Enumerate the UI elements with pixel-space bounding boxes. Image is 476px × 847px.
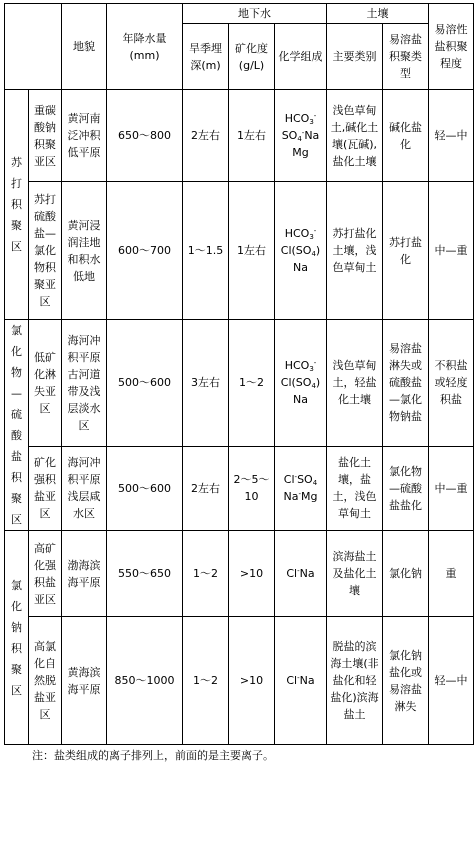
mineral-cell: >10 bbox=[229, 617, 275, 745]
chem-line-1: $HCO_3^-$ bbox=[284, 112, 317, 126]
chem-line-2: $Cl(SO_4)$ bbox=[280, 244, 321, 258]
header-depth: 旱季埋深(m) bbox=[183, 24, 229, 90]
zone-cell-1 bbox=[5, 90, 29, 320]
soil-salinization-table bbox=[4, 3, 474, 745]
soil-type-cell: 浅色草甸土,碱化土壤(瓦碱),盐化土壤 bbox=[327, 90, 383, 182]
subzone-cell: 重碳酸钠积聚亚区 bbox=[29, 90, 62, 182]
degree-cell: 中—重 bbox=[429, 446, 474, 530]
precip-cell: 500～600 bbox=[107, 320, 183, 447]
header-soil: 土壤 bbox=[327, 4, 429, 24]
table-row bbox=[5, 182, 474, 320]
header-precip-line2: (mm) bbox=[129, 48, 160, 62]
zone-label-1: 苏打积聚区 bbox=[11, 156, 22, 253]
precip-cell: 500～600 bbox=[107, 446, 183, 530]
precip-cell: 650～800 bbox=[107, 90, 183, 182]
depth-cell: 2左右 bbox=[183, 446, 229, 530]
soil-type-cell: 盐化土壤，盐土，浅色草甸土 bbox=[327, 446, 383, 530]
chem-line-1: $HCO_3^-$ bbox=[284, 227, 317, 241]
landform-cell: 黄河南泛冲积低平原 bbox=[62, 90, 107, 182]
table-row bbox=[5, 531, 474, 617]
table-footnote: 注：盐类组成的离子排列上，前面的是主要离子。 bbox=[32, 749, 274, 762]
chem-cell: Cl-Na bbox=[275, 617, 327, 745]
header-row-1 bbox=[5, 4, 474, 24]
header-landform: 地貌 bbox=[62, 4, 107, 90]
soluble-cell: 氯化钠盐化或易溶盐淋失 bbox=[383, 617, 429, 745]
table-row bbox=[5, 617, 474, 745]
chem-cell bbox=[275, 446, 327, 530]
landform-cell: 海河冲积平原浅层咸水区 bbox=[62, 446, 107, 530]
header-soil-type: 主要类别 bbox=[327, 24, 383, 90]
soluble-cell: 氯化物—硫酸盐盐化 bbox=[383, 446, 429, 530]
chem-line-3: Mg bbox=[292, 146, 309, 159]
landform-cell: 黄河浸润洼地和积水低地 bbox=[62, 182, 107, 320]
header-precip-line1: 年降水量 bbox=[122, 31, 167, 45]
soluble-cell: 氯化钠 bbox=[383, 531, 429, 617]
subzone-cell: 苏打硫酸盐—氯化物积聚亚区 bbox=[29, 182, 62, 320]
header-groundwater: 地下水 bbox=[183, 4, 327, 24]
table-row bbox=[5, 320, 474, 447]
subzone-cell: 高氯化自然脱盐亚区 bbox=[29, 617, 62, 745]
soil-type-cell: 滨海盐土及盐化土壤 bbox=[327, 531, 383, 617]
depth-cell: 1～2 bbox=[183, 617, 229, 745]
chem-line-1: $HCO_3^-$ bbox=[284, 359, 317, 374]
chem-line-2: $SO_4^-Na$ bbox=[281, 129, 320, 143]
soluble-cell: 苏打盐化 bbox=[383, 182, 429, 320]
chem-cell: Cl-Na bbox=[275, 531, 327, 617]
soil-type-cell: 苏打盐化土壤，浅色草甸土 bbox=[327, 182, 383, 320]
landform-cell: 渤海滨海平原 bbox=[62, 531, 107, 617]
depth-cell: 2左右 bbox=[183, 90, 229, 182]
depth-cell: 3左右 bbox=[183, 320, 229, 447]
landform-cell: 黄海滨海平原 bbox=[62, 617, 107, 745]
precip-cell: 600～700 bbox=[107, 182, 183, 320]
header-degree: 易溶性盐积聚程度 bbox=[429, 4, 474, 90]
chem-line-2: Na-Mg bbox=[283, 490, 318, 504]
header-chem: 化学组成 bbox=[275, 24, 327, 90]
degree-cell: 重 bbox=[429, 531, 474, 617]
degree-cell: 轻—中 bbox=[429, 617, 474, 745]
zone-label-2: 氯化物—硫酸盐积聚区 bbox=[11, 324, 22, 526]
chem-cell bbox=[275, 182, 327, 320]
chem-cell bbox=[275, 90, 327, 182]
mineral-cell: 1左右 bbox=[229, 90, 275, 182]
soluble-cell: 碱化盐化 bbox=[383, 90, 429, 182]
depth-cell: 1～2 bbox=[183, 531, 229, 617]
mineral-cell: >10 bbox=[229, 531, 275, 617]
degree-cell: 轻—中 bbox=[429, 90, 474, 182]
header-corner bbox=[5, 4, 62, 90]
degree-cell: 中—重 bbox=[429, 182, 474, 320]
landform-cell: 海河冲积平原古河道带及浅层淡水区 bbox=[62, 320, 107, 447]
degree-cell: 不积盐或轻度积盐 bbox=[429, 320, 474, 447]
subzone-cell: 低矿化淋失亚区 bbox=[29, 320, 62, 447]
soil-type-cell: 脱盐的滨海土壤(非盐化和轻盐化)滨海盐土 bbox=[327, 617, 383, 745]
chem-line-1: $Cl^-SO_4$ bbox=[283, 473, 318, 488]
mineral-cell: 1～2 bbox=[229, 320, 275, 447]
precip-cell: 550～650 bbox=[107, 531, 183, 617]
zone-cell-2 bbox=[5, 320, 29, 531]
table-row bbox=[5, 446, 474, 530]
header-precip bbox=[107, 4, 183, 90]
header-soluble: 易溶盐积聚类型 bbox=[383, 24, 429, 90]
mineral-cell: 1左右 bbox=[229, 182, 275, 320]
header-mineral: 矿化度(g/L) bbox=[229, 24, 275, 90]
soluble-cell: 易溶盐淋失或硫酸盐—氯化物钠盐 bbox=[383, 320, 429, 447]
chem-line-2: $Cl(SO_4)$ bbox=[280, 376, 321, 391]
soil-type-cell: 浅色草甸土，轻盐化土壤 bbox=[327, 320, 383, 447]
zone-label-3: 氯化钠积聚区 bbox=[11, 578, 22, 697]
subzone-cell: 高矿化强积盐亚区 bbox=[29, 531, 62, 617]
precip-cell: 850～1000 bbox=[107, 617, 183, 745]
zone-cell-3 bbox=[5, 531, 29, 745]
table-row bbox=[5, 90, 474, 182]
chem-line-3: Na bbox=[293, 261, 308, 274]
mineral-cell: 2～5～10 bbox=[229, 446, 275, 530]
depth-cell: 1～1.5 bbox=[183, 182, 229, 320]
subzone-cell: 矿化强积盐亚区 bbox=[29, 446, 62, 530]
chem-cell bbox=[275, 320, 327, 447]
chem-line-3: Na bbox=[293, 393, 308, 407]
